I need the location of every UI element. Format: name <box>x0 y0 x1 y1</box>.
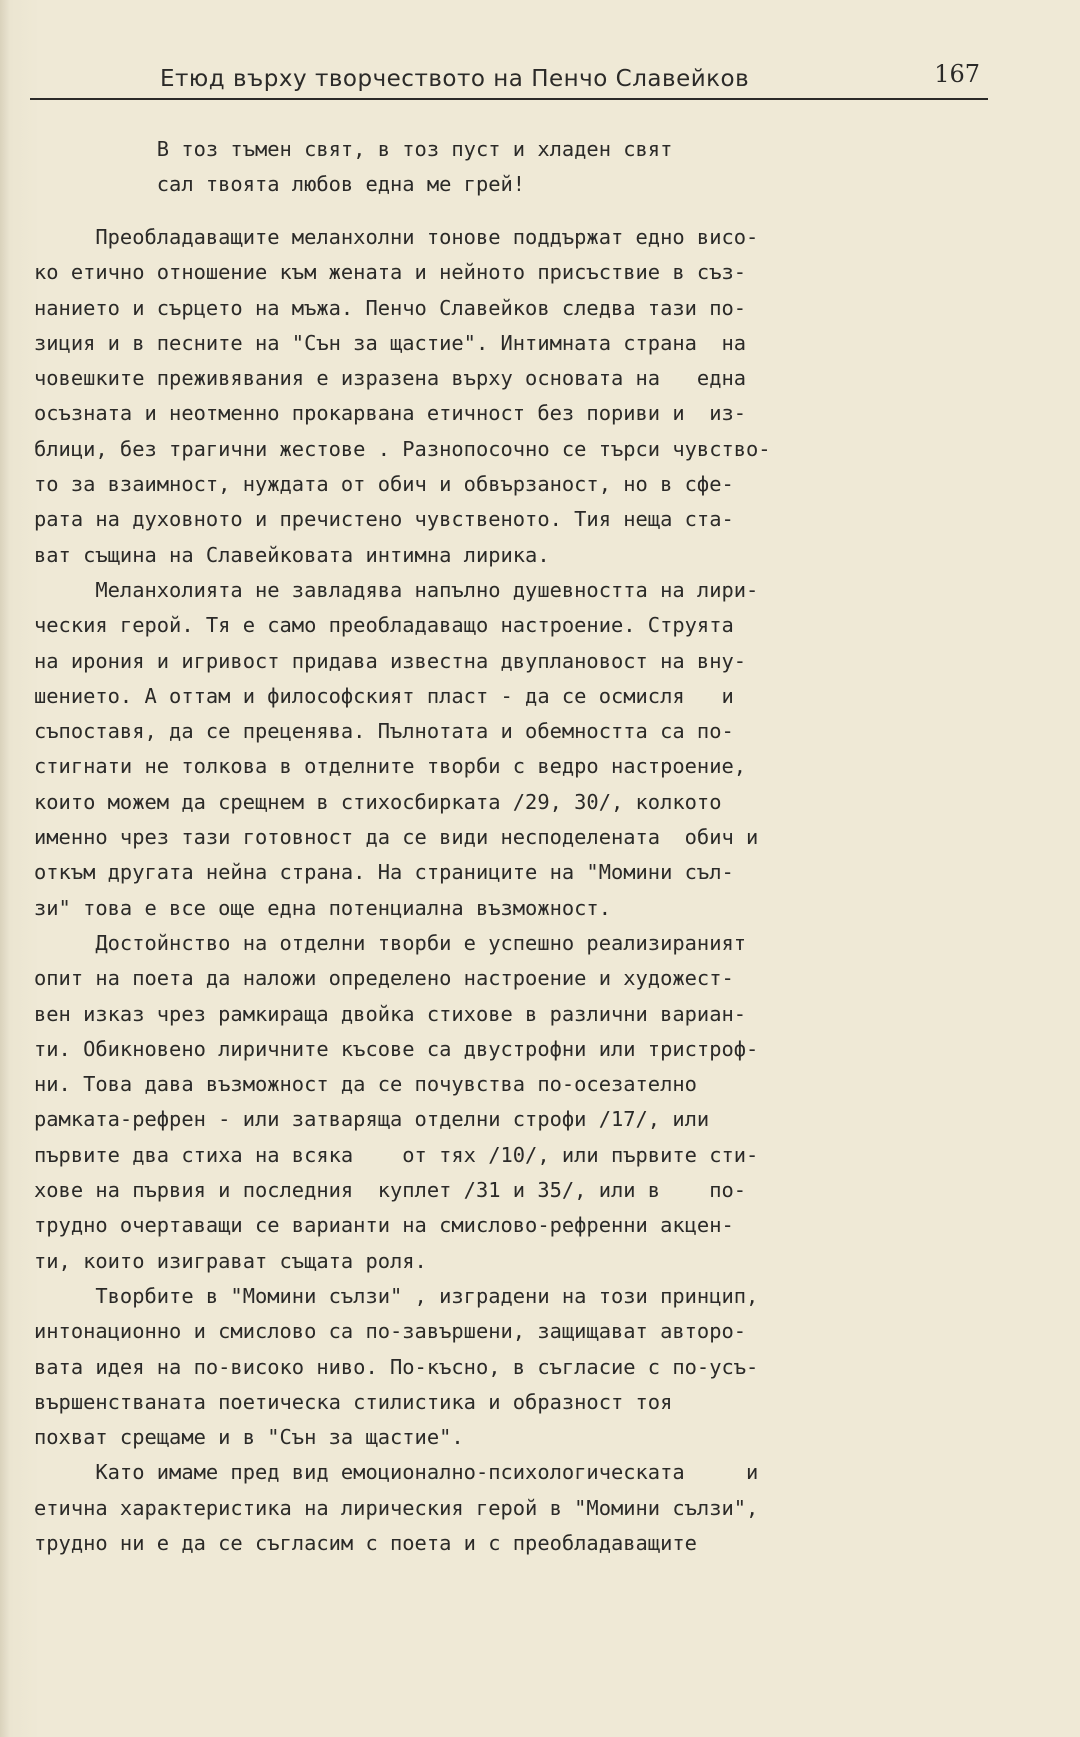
text-line: зиция и в песните на "Сън за щастие". Интимната страна на <box>34 330 747 355</box>
text-line: ко етично отношение към жената и нейното присъствие в съз- <box>34 260 747 285</box>
text-line: стигнати не толкова в отделните творби с ведро настроение, <box>34 754 747 779</box>
text-line: зи" това е все още една потенциална възможност. <box>34 895 611 920</box>
text-line: ват същина на Славейковата интимна лирика. <box>34 542 550 567</box>
text-line: Меланхолията не завладява напълно душевността на лири- <box>34 577 759 602</box>
verse-quote <box>34 132 994 203</box>
text-line: рата на духовното и пречистено чувственото. Тия неща ста- <box>34 507 734 532</box>
text-line: похват срещаме и в "Сън за щастие". <box>34 1425 464 1450</box>
text-line: вен изказ чрез рамкираща двойка стихове в различни вариан- <box>34 1001 747 1026</box>
text-line: именно чрез тази готовност да се види несподелената обич и <box>34 825 759 850</box>
text-line: вата идея на по-високо ниво. По-късно, в съгласие с по-усъ- <box>34 1354 759 1379</box>
verse-line: сал твоята любов една ме грей! <box>34 172 526 197</box>
text-line: откъм другата нейна страна. На страниците на "Момини съл- <box>34 860 734 885</box>
text-line: вършенстваната поетическа стилистика и образност тоя <box>34 1389 673 1414</box>
text-line: трудно очертаващи се варианти на смислово-рефренни акцен- <box>34 1213 734 1238</box>
text-line: Преобладаващите меланхолни тонове поддържат едно висо- <box>34 225 759 249</box>
text-line: на ирония и игривост придава известна двуплановост на вну- <box>34 648 747 673</box>
text-line: то за взаимност, нуждата от обич и обвързаност, но в сфе- <box>34 472 734 497</box>
text-line: ти, които изиграват същата роля. <box>34 1248 427 1273</box>
body-text <box>34 220 994 1561</box>
text-line: ческия герой. Тя е само преобладаващо настроение. Струята <box>34 613 734 638</box>
text-line: ти. Обикновено лиричните късове са двустрофни или тристроф- <box>34 1036 759 1061</box>
text-line: първите два стиха на всяка от тях /10/, или първите сти- <box>34 1142 759 1167</box>
text-line: осъзната и неотменно прокарвана етичност без пориви и из- <box>34 401 747 426</box>
text-line: хове на първия и последния куплет /31 и 35/, или в по- <box>34 1178 747 1203</box>
text-line: човешките преживявания е изразена върху основата на една <box>34 366 747 391</box>
text-line: Като имаме пред вид емоционално-психологическата и <box>34 1460 759 1485</box>
text-line: трудно ни е да се съгласим с поета и с преобладаващите <box>34 1530 697 1555</box>
text-line: съпоставя, да се преценява. Пълнотата и обемността са по- <box>34 719 734 744</box>
verse-line: В тоз тъмен свят, в тоз пуст и хладен свят <box>34 137 673 161</box>
text-line: Творбите в "Момини сълзи" , изградени на този принцип, <box>34 1283 759 1308</box>
text-line: шението. А оттам и философският пласт - да се осмисля и <box>34 683 734 708</box>
page-header <box>30 60 988 100</box>
text-line: интонационно и смислово са по-завършени, защищават авторо- <box>34 1319 747 1344</box>
text-line: рамката-рефрен - или затваряща отделни строфи /17/, или <box>34 1107 710 1132</box>
text-line: опит на поета да наложи определено настроение и художест- <box>34 966 734 991</box>
text-line: етична характеристика на лирическия герой в "Момини сълзи", <box>34 1495 759 1520</box>
text-line: които можем да срещнем в стихосбирката /29, 30/, колкото <box>34 789 722 814</box>
text-line: нанието и сърцето на мъжа. Пенчо Славейков следва тази по- <box>34 295 747 320</box>
text-line: блици, без трагични жестове . Разнопосочно се търси чувство- <box>34 436 771 461</box>
page-number: 167 <box>934 60 980 88</box>
text-line: ни. Това дава възможност да се почувства по-осезателно <box>34 1072 697 1097</box>
running-title: Етюд върху творчеството на Пенчо Славейков <box>160 66 750 92</box>
text-line: Достойнство на отделни творби е успешно реализираният <box>34 930 747 955</box>
